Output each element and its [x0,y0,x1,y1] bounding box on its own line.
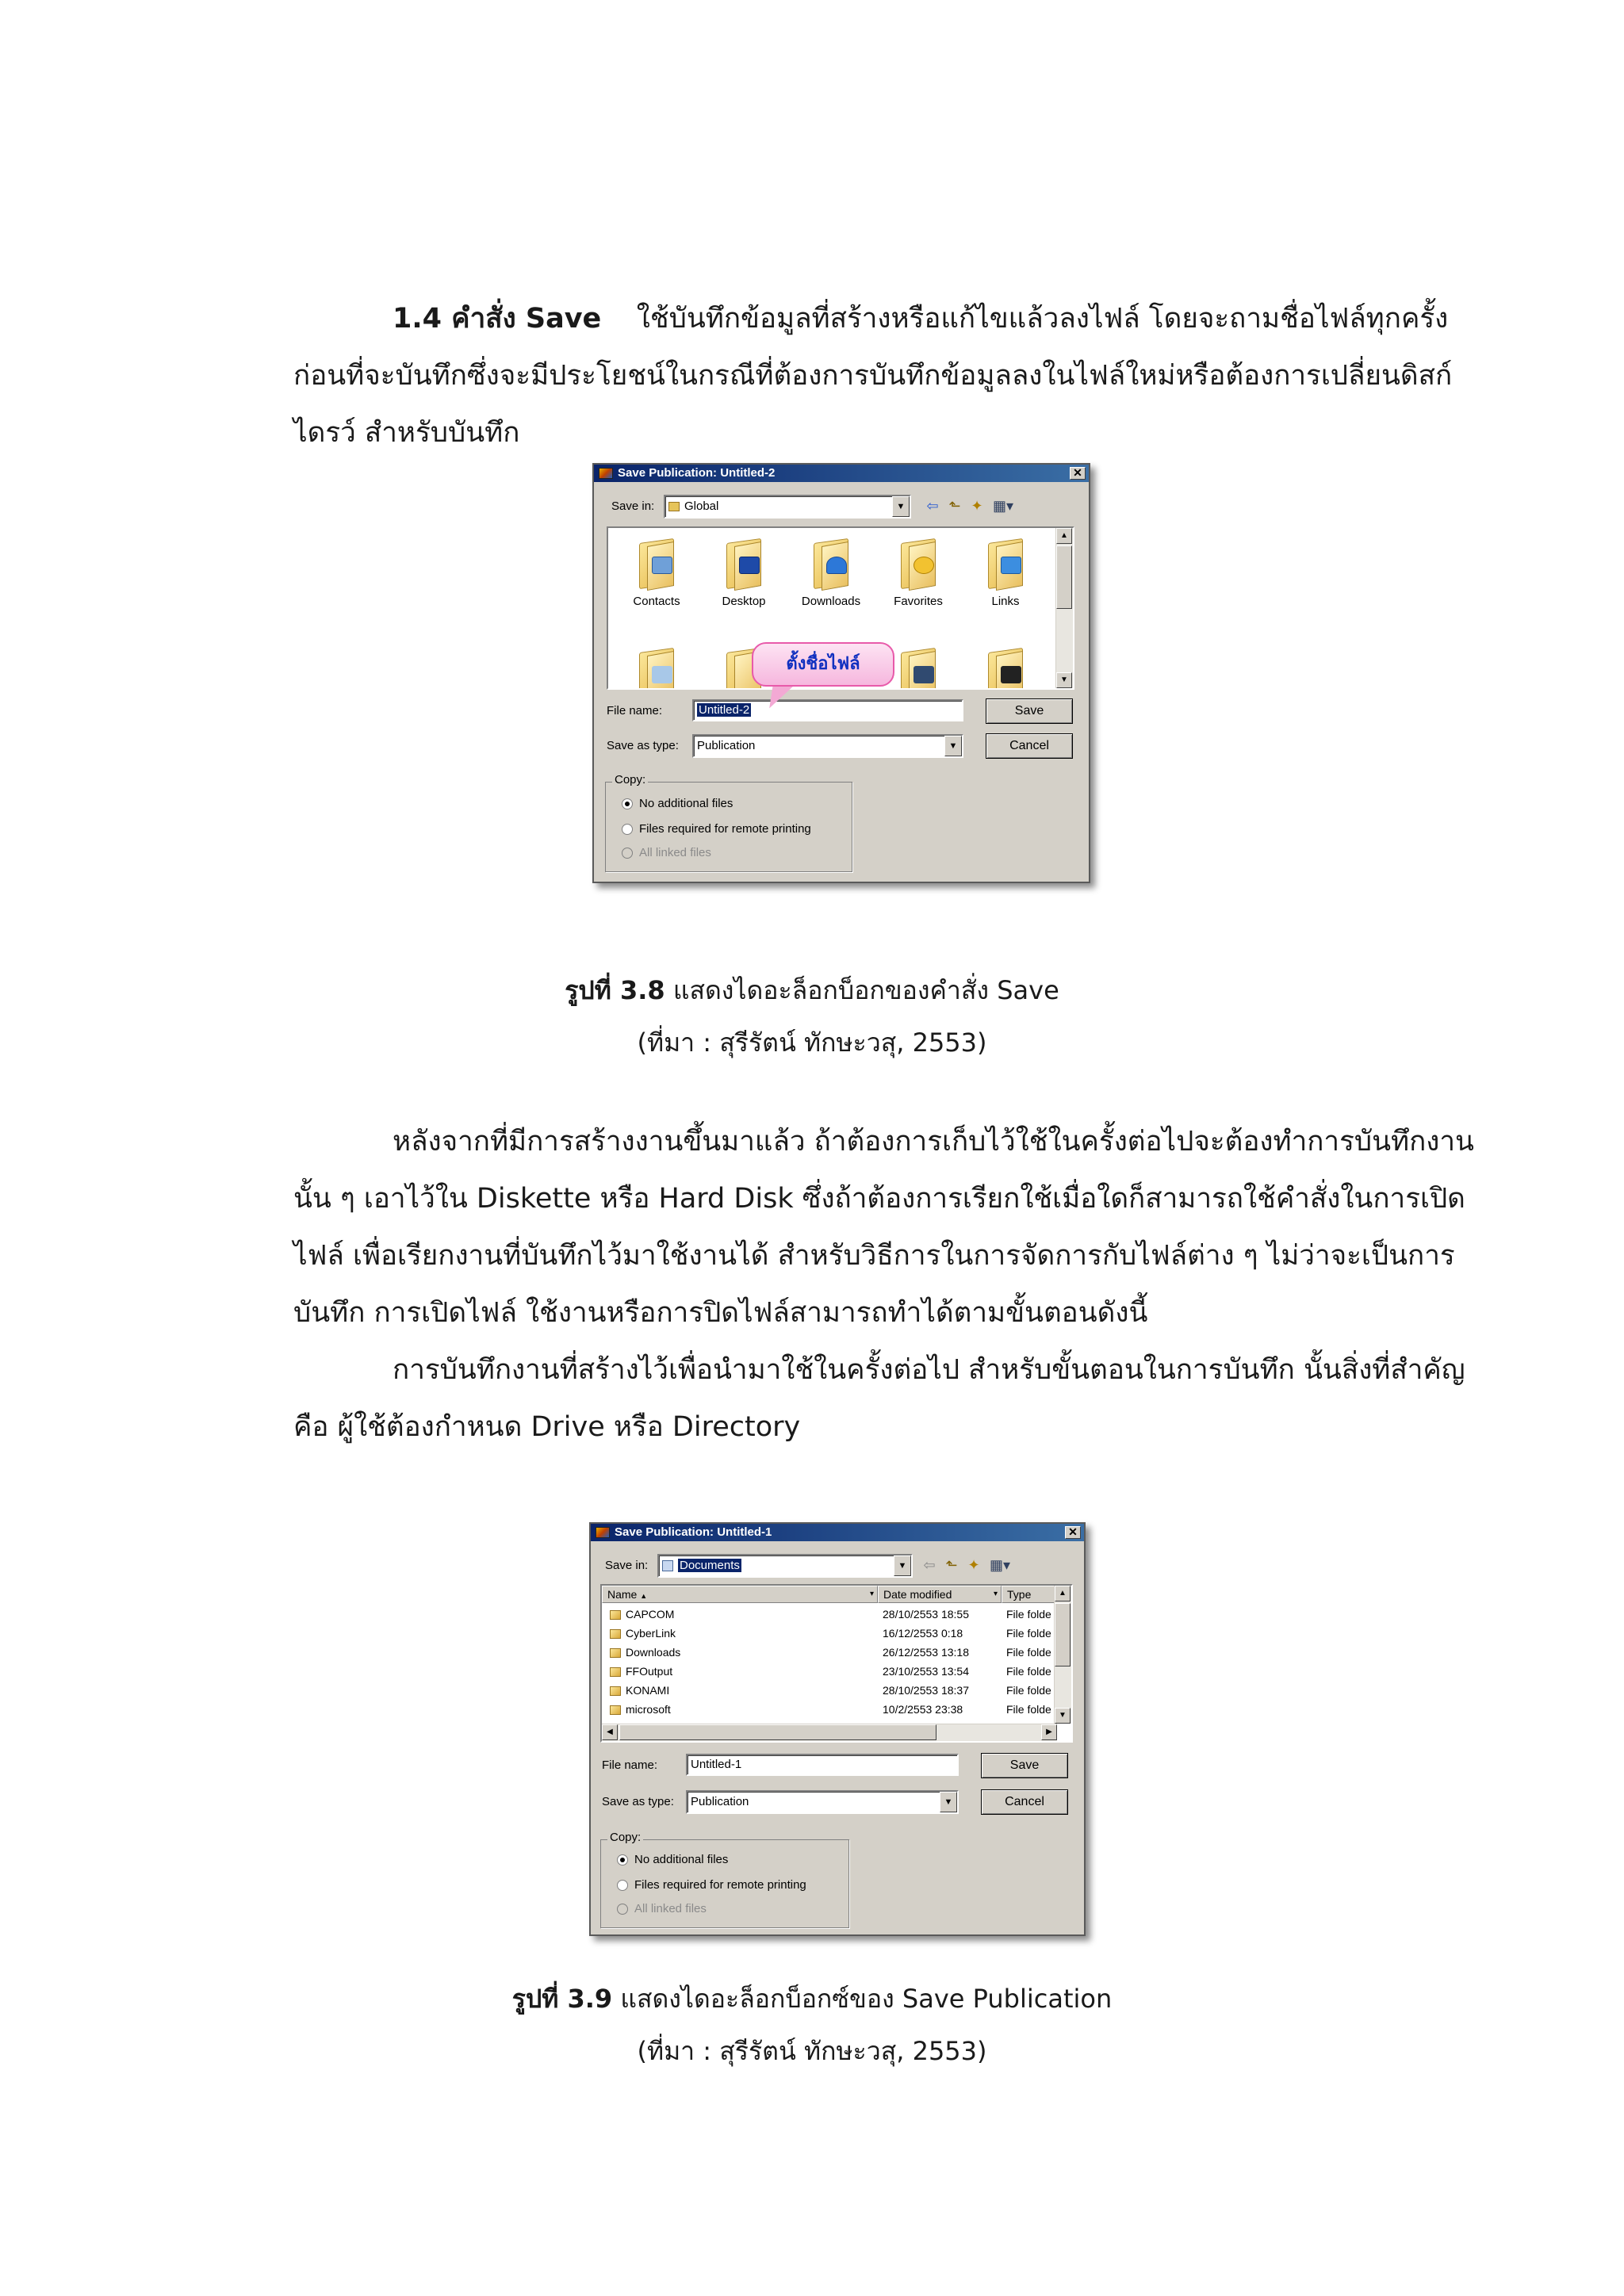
scroll-up-icon[interactable]: ▲ [1055,1586,1071,1601]
section-1-line-3: ไดรว์ สำหรับบันทึก [293,417,520,449]
folder-icon [610,1686,621,1696]
table-row[interactable]: FFOutput 23/10/2553 13:54 File folde [602,1662,1071,1681]
folder-icon [610,1705,621,1715]
radio-all-linked-files: All linked files [622,846,711,859]
chevron-down-icon[interactable]: ▼ [944,736,962,756]
radio-selected-icon[interactable] [617,1854,628,1866]
section-1-line-2: ก่อนที่จะบันทึกซึ่งจะมีประโยชน์ในกรณีที่ต้องการบันทึกข้อมูลลงในไฟล์ใหม่หรือต้องการเปลี่ยนดิสก์ [293,360,1453,392]
file-name-input[interactable] [692,699,963,721]
folder-favorites[interactable] [883,538,954,608]
copy-group-label: Copy: [612,773,648,786]
column-header-type[interactable]: Type [1002,1586,1057,1603]
new-folder-icon[interactable]: ✦ [967,1557,980,1573]
back-arrow-icon[interactable]: ⇦ [923,1557,936,1573]
scroll-up-icon[interactable]: ▲ [1056,528,1072,544]
chevron-down-icon[interactable]: ▼ [894,1556,911,1576]
section-2-paragraph [293,1113,1474,1456]
radio-icon[interactable] [622,824,633,835]
save-as-type-label: Save as type: [607,739,679,752]
radio-no-additional-files[interactable]: No additional files [622,797,733,810]
folder-icon [610,1667,621,1677]
section-heading: 1.4 คำสั่ง Save [393,303,602,335]
table-row[interactable]: CyberLink 16/12/2553 0:18 File folde [602,1624,1071,1643]
scrollbar-thumb[interactable] [619,1724,936,1740]
desktop-folder-icon [722,538,766,590]
radio-all-linked-files: All linked files [617,1902,707,1915]
publisher-app-icon [596,1527,610,1538]
sort-up-icon: ▲ [640,1592,648,1600]
scrollbar-thumb[interactable] [1055,1603,1071,1667]
figure-caption-text: แสดงไดอะล็อกบ็อกของคำสั่ง Save [672,975,1059,1005]
radio-icon[interactable] [617,1880,628,1891]
save-button[interactable]: Save [986,698,1073,724]
figure-number: รูปที่ 3.9 [511,1984,613,2014]
links-folder-icon [983,538,1028,590]
table-row[interactable]: KONAMI 28/10/2553 18:37 File folde [602,1681,1071,1700]
save-in-dropdown[interactable] [664,495,911,519]
scrollbar-thumb[interactable] [1056,545,1072,609]
folder-icon [610,1629,621,1639]
table-row[interactable]: Downloads 26/12/2553 13:18 File folde [602,1643,1071,1662]
save-publication-dialog-2 [589,1522,1086,1936]
folder-label: Desktop [722,595,766,608]
copy-group-label: Copy: [607,1831,643,1844]
scroll-down-icon[interactable]: ▼ [1056,672,1072,688]
save-in-dropdown[interactable] [657,1554,913,1578]
radio-no-additional-files[interactable]: No additional files [617,1853,728,1866]
save-in-label: Save in: [611,499,655,513]
save-as-type-dropdown[interactable] [686,1790,959,1814]
save-as-type-value: Publication [691,1795,749,1808]
file-name-label: File name: [607,704,663,718]
dialog-2-title: Save Publication: Untitled-1 [615,1525,772,1539]
chevron-down-icon[interactable]: ▼ [892,496,910,517]
figure-3-8-source: (ที่มา : สุรีรัตน์ ทักษะวสุ, 2553) [637,1027,987,1058]
folder-downloads[interactable] [795,538,867,608]
views-menu-icon[interactable]: ▦▾ [992,498,1014,514]
callout-set-file-name: ตั้งชื่อไฟล์ [752,642,894,687]
column-dropdown-icon[interactable]: ▾ [869,1590,874,1598]
section-2-line-2: นั้น ๆ เอาไว้ใน Diskette หรือ Hard Disk ซึ่งถ้าต้องการเรียกใช้เมื่อใดก็สามารถใช้คำสั่งในการเปิด [293,1183,1465,1215]
section-1-paragraph [293,290,1453,461]
dialog-2-titlebar[interactable] [591,1524,1084,1541]
file-list-view [600,1584,1073,1743]
folder-label: Favorites [894,595,943,608]
copy-group [605,773,852,872]
folder-links[interactable] [970,538,1041,608]
file-name-input[interactable] [686,1754,959,1776]
folder-icon [634,647,679,690]
section-2-line-1: หลังจากที่มีการสร้างงานขึ้นมาแล้ว ถ้าต้องการเก็บไว้ใช้ในครั้งต่อไปจะต้องทำการบันทึกงาน [393,1126,1474,1158]
downloads-folder-icon [809,538,853,590]
folder-icon [610,1648,621,1658]
close-button[interactable]: ✕ [1065,1526,1081,1539]
folder-partial[interactable] [970,647,1041,690]
file-name-value: Untitled-1 [691,1758,742,1771]
figure-3-9-caption [0,1979,1624,2019]
radio-disabled-icon [622,848,633,859]
scroll-down-icon[interactable]: ▼ [1055,1708,1071,1724]
folder-contacts[interactable] [621,538,692,608]
dialog-1-title: Save Publication: Untitled-2 [618,466,776,480]
up-folder-icon[interactable]: ⬑ [948,498,961,514]
figure-3-8-caption [0,970,1624,1011]
vertical-scrollbar[interactable] [1055,528,1073,688]
documents-folder-icon [662,1560,673,1571]
folder-icon [668,502,680,511]
figure-number: รูปที่ 3.8 [565,975,665,1005]
radio-remote-printing[interactable]: Files required for remote printing [622,822,811,836]
folder-partial[interactable] [621,647,692,690]
save-in-label: Save in: [605,1559,649,1572]
column-header-name[interactable]: Name ▲ ▾ [602,1586,878,1603]
table-row[interactable]: microsoft 10/2/2553 23:38 File folde [602,1700,1071,1719]
folder-icon [983,647,1028,690]
vertical-scrollbar[interactable] [1054,1586,1071,1724]
folder-label: Downloads [801,595,861,608]
save-in-value: Documents [680,1559,740,1572]
radio-disabled-icon [617,1904,628,1915]
section-2-line-4: บันทึก การเปิดไฟล์ ใช้งานหรือการปิดไฟล์สามารถทำได้ตามขั้นตอนดังนี้ [293,1297,1148,1329]
section-2-line-6: คือ ผู้ใช้ต้องกำหนด Drive หรือ Directory [293,1411,801,1443]
chevron-down-icon[interactable]: ▼ [940,1792,957,1812]
save-as-type-value: Publication [697,739,756,752]
column-header-date[interactable]: Date modified ▾ [878,1586,1002,1603]
figure-caption-text: แสดงไดอะล็อกบ็อกซ์ของ Save Publication [620,1984,1113,2014]
file-name-value: Untitled-2 [699,703,750,717]
close-button[interactable]: ✕ [1070,467,1086,480]
folder-desktop[interactable] [708,538,779,608]
radio-remote-printing[interactable]: Files required for remote printing [617,1878,806,1892]
table-row[interactable]: CAPCOM 28/10/2553 18:55 File folde [602,1605,1071,1624]
folder-icon [896,647,940,690]
folder-icon [610,1610,621,1620]
save-as-type-label: Save as type: [602,1795,674,1808]
save-button[interactable]: Save [981,1753,1068,1778]
cancel-button[interactable]: Cancel [986,733,1073,759]
folder-label: Contacts [633,595,680,608]
horizontal-scrollbar[interactable] [602,1724,1057,1741]
contacts-folder-icon [634,538,679,590]
scroll-right-icon[interactable]: ▶ [1041,1724,1057,1740]
new-folder-icon[interactable]: ✦ [971,498,983,514]
save-as-type-dropdown[interactable] [692,734,963,758]
publisher-app-icon [599,468,613,479]
save-in-value: Global [684,499,719,513]
back-arrow-icon[interactable]: ⇦ [926,498,939,514]
figure-3-9-source: (ที่มา : สุรีรัตน์ ทักษะวสุ, 2553) [637,2036,987,2066]
copy-group [600,1831,849,1928]
dialog-1-titlebar[interactable] [594,465,1089,482]
section-1-line-1: 1.4 คำสั่ง Save ใช้บันทึกข้อมูลที่สร้างหรือแก้ไขแล้วลงไฟล์ โดยจะถามชื่อไฟล์ทุกครั้ง [393,303,1449,335]
cancel-button[interactable]: Cancel [981,1789,1068,1815]
views-menu-icon[interactable]: ▦▾ [989,1557,1011,1573]
column-dropdown-icon[interactable]: ▾ [993,1590,998,1598]
folder-label: Links [991,595,1020,608]
file-name-label: File name: [602,1758,658,1772]
scroll-left-icon[interactable]: ◀ [602,1724,618,1740]
up-folder-icon[interactable]: ⬑ [945,1557,958,1573]
radio-selected-icon[interactable] [622,798,633,809]
favorites-folder-icon [896,538,940,590]
section-2-line-3: ไฟล์ เพื่อเรียกงานที่บันทึกไว้มาใช้งานได้ สำหรับวิธีการในการจัดการกับไฟล์ต่าง ๆ ไม่ว่าจะเป็นการ [293,1240,1455,1272]
section-2-line-5: การบันทึกงานที่สร้างไว้เพื่อนำมาใช้ในครั้งต่อไป สำหรับขั้นตอนในการบันทึก นั้นสิ่งที่สำคัญ [393,1354,1465,1386]
